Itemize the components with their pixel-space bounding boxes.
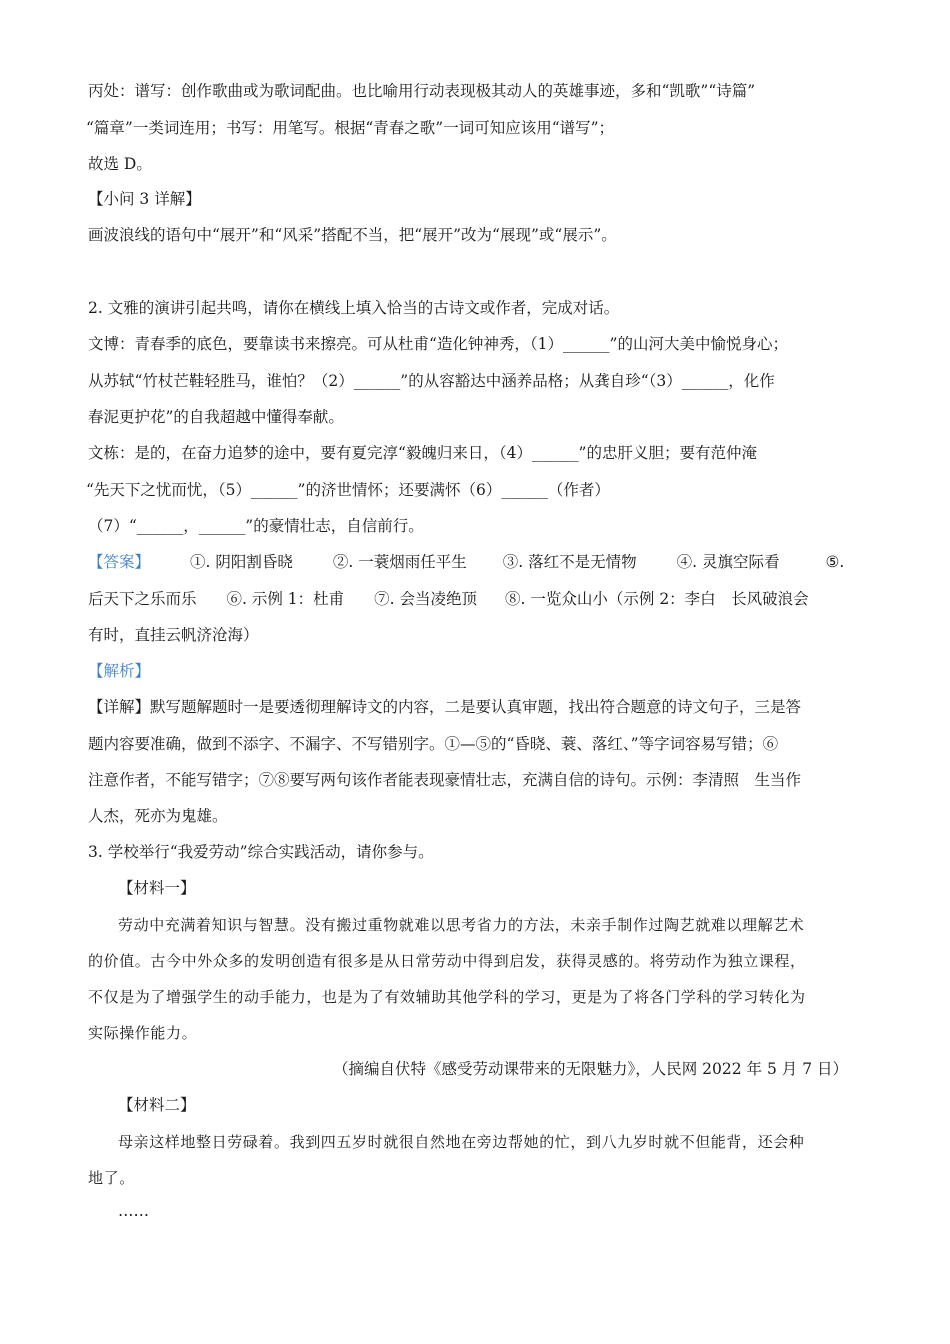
text-line: 【详解】默写题解题时一是要透彻理解诗文的内容，二是要认真审题，找出符合题意的诗文句子，三是答 (88, 698, 802, 716)
question-title: 3. 学校举行“我爱劳动”综合实践活动，请你参与。 (88, 843, 434, 861)
material-paragraph: 不仅是为了增强学生的动手能力，也是为了有效辅助其他学科的学习，更是为了将各门学科的学习转化为 (88, 988, 806, 1006)
section-heading: 【小问 3 详解】 (88, 190, 201, 208)
answer-item: ④. 灵旗空际看 (676, 553, 780, 571)
answer-line (88, 588, 809, 610)
answer-line: 有时，直挂云帆济沧海） (88, 626, 259, 644)
material-paragraph: 地了。 (88, 1169, 135, 1187)
answer-item: ⑧. 一览众山小（示例 2：李白 长风破浪会 (505, 590, 809, 608)
text-line: 文博：青春季的底色，要靠读书来擦亮。可从杜甫“造化钟神秀，（1）______”的山河大美中愉悦身心； (88, 335, 788, 353)
text-line: 春泥更护花”的自我超越中懂得奉献。 (88, 408, 344, 426)
answer-item: ⑦. 会当凌绝顶 (374, 590, 478, 608)
answer-item: ⑥. 示例 1：杜甫 (226, 590, 345, 608)
analysis-tag: 【解析】 (88, 662, 151, 680)
answer-item: ③. 落红不是无情物 (502, 553, 637, 571)
text-line: 从苏轼“竹杖芒鞋轻胜马，谁怕？（2）______”的从容豁达中涵养品格；从龚自珍“（3）______，化作 (88, 372, 775, 390)
material-source: （摘编自伏特《感受劳动课带来的无限魅力》，人民网 2022 年 5 月 7 日） (333, 1060, 848, 1078)
answer-line (88, 551, 844, 573)
ellipsis: …… (118, 1202, 149, 1220)
material-title: 【材料二】 (118, 1096, 196, 1114)
material-paragraph: 劳动中充满着知识与智慧。没有搬过重物就难以思考省力的方法，未亲手制作过陶艺就难以理解艺术 (118, 916, 805, 934)
text-line: 人杰，死亦为鬼雄。 (88, 807, 228, 825)
material-paragraph: 实际操作能力。 (88, 1024, 198, 1042)
text-line: 画波浪线的语句中“展开”和“风采”搭配不当，把“展开”改为“展现”或“展示”。 (88, 226, 617, 244)
text-line: 文栋：是的，在奋力追梦的途中，要有夏完淳“毅魄归来日，（4）______”的忠肝义胆；要有范仲淹 (88, 444, 757, 462)
text-line: “篇章”一类词连用；书写：用笔写。根据“青春之歌”一词可知应该用“谱写”； (86, 119, 615, 137)
material-paragraph: 母亲这样地整日劳碌着。我到四五岁时就很自然地在旁边帮她的忙，到八九岁时就不但能背，还会种 (118, 1133, 805, 1151)
text-line: 故选 D。 (88, 155, 152, 173)
answer-item: 后天下之乐而乐 (88, 590, 197, 608)
answer-item: ②. 一蓑烟雨任平生 (332, 553, 467, 571)
text-line: （7）“______，______”的豪情壮志，自信前行。 (88, 517, 424, 535)
material-paragraph: 的价值。古今中外众多的发明创造有很多是从日常劳动中得到启发，获得灵感的。将劳动作为独立课程， (88, 952, 806, 970)
answer-item: ①. 阴阳割昏晓 (190, 553, 293, 571)
text-line: 题内容要准确，做到不添字、不漏字、不写错别字。①—⑤的“昏晓、蓑、落红、”等字词容易写错；⑥ (88, 735, 779, 753)
question-title: 2. 文雅的演讲引起共鸣，请你在横线上填入恰当的古诗文或作者，完成对话。 (88, 299, 620, 317)
text-line: 注意作者，不能写错字；⑦⑧要写两句该作者能表现豪情壮志，充满自信的诗句。示例：李清照 生当作 (88, 771, 802, 789)
answer-item: ⑤. (825, 553, 845, 571)
text-line: 丙处：谱写：创作歌曲或为歌词配曲。也比喻用行动表现极其动人的英雄事迹，多和“凯歌”“诗篇” (88, 82, 756, 100)
material-title: 【材料一】 (118, 879, 196, 897)
answer-tag: 【答案】 (88, 553, 151, 571)
text-line: “先天下之忧而忧，（5）______”的济世情怀；还要满怀（6）______（作者） (86, 481, 610, 499)
